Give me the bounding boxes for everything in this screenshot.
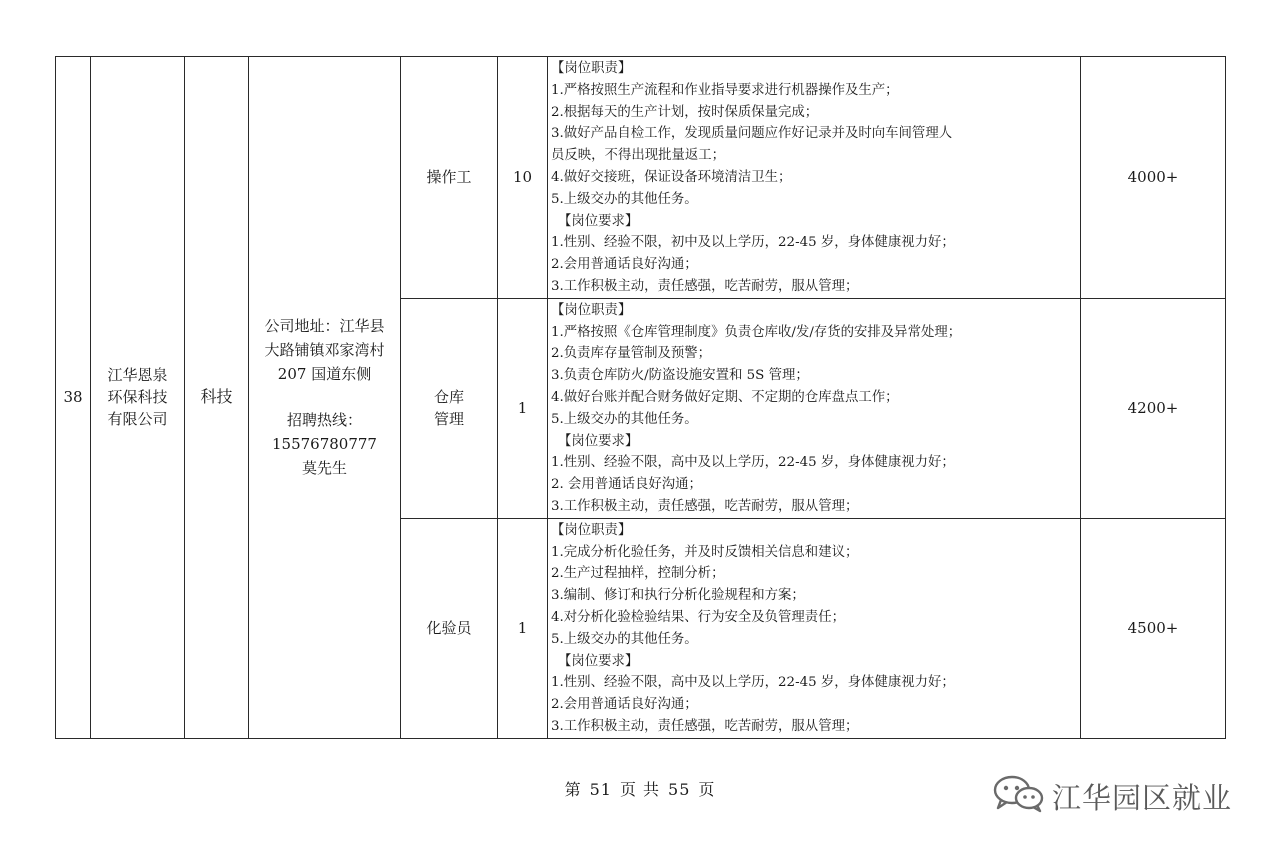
contact-person: 莫先生 (301, 459, 347, 478)
industry-cell (185, 57, 249, 739)
company-name-line: 江华恩泉 (107, 366, 168, 385)
salary-cell (1081, 57, 1226, 299)
contact-cell (249, 57, 401, 739)
salary: 4500+ (1127, 619, 1179, 638)
duty-line: 1.完成分析化验任务，并及时反馈相关信息和建议； (551, 544, 859, 560)
requirement-line: 3.工作积极主动，责任感强，吃苦耐劳，服从管理； (551, 278, 859, 294)
duty-line: 4.做好台账并配合财务做好定期、不定期的仓库盘点工作； (551, 389, 899, 405)
duty-section-heading: 【岗位职责】 (551, 302, 632, 318)
duty-line: 2.根据每天的生产计划，按时保质保量完成； (551, 104, 819, 120)
job-title: 化验员 (426, 619, 472, 638)
address-line: 大路铺镇邓家湾村 (264, 341, 385, 360)
phone-number: 15576780777 (272, 435, 377, 454)
company-index: 38 (63, 388, 83, 407)
job-title-cell (401, 298, 498, 518)
job-count: 1 (517, 619, 528, 638)
duty-section-heading: 【岗位职责】 (551, 522, 632, 538)
address-line: 公司地址：江华县 (264, 317, 385, 336)
duty-line: 5.上级交办的其他任务。 (551, 631, 698, 647)
page-prefix: 第 (564, 780, 582, 799)
address-line: 207 国道东侧 (277, 365, 372, 384)
duty-section-heading: 【岗位职责】 (551, 61, 632, 76)
page-mid: 页 共 (619, 780, 661, 799)
salary: 4200+ (1127, 399, 1179, 418)
job-title-cell (401, 57, 498, 299)
job-count-cell (498, 298, 548, 518)
requirement-line: 2.会用普通话良好沟通； (551, 697, 698, 713)
duty-line: 3.做好产品自检工作，发现质量问题应作好记录并及时向车间管理人 (551, 126, 953, 142)
company-name-cell (91, 57, 185, 739)
salary: 4000+ (1127, 168, 1179, 187)
duty-line: 4.做好交接班，保证设备环境清洁卫生； (551, 169, 792, 185)
duty-line: 2.生产过程抽样，控制分析； (551, 566, 725, 582)
requirement-line: 3.工作积极主动，责任感强，吃苦耐劳，服从管理； (551, 498, 859, 514)
duty-line: 3.负责仓库防火/防盗设施安置和 5S 管理； (551, 368, 809, 384)
job-title: 管理 (433, 410, 464, 429)
job-title: 仓库 (433, 388, 464, 407)
page-current: 51 (589, 780, 612, 799)
requirement-line: 3.工作积极主动，责任感强，吃苦耐劳，服从管理； (551, 718, 859, 734)
job-title-cell (401, 518, 498, 738)
page-suffix: 页 (698, 780, 716, 799)
requirement-section-heading: 【岗位要求】 (558, 213, 639, 229)
duty-line: 员反映，不得出现批量返工； (551, 148, 726, 164)
requirement-line: 2. 会用普通话良好沟通； (551, 477, 702, 493)
watermark (990, 776, 1232, 816)
job-duties-cell (548, 518, 1081, 738)
requirement-line: 1.性别、经验不限，初中及以上学历，22-45 岁，身体健康视力好； (551, 235, 955, 251)
requirement-line: 1.性别、经验不限，高中及以上学历，22-45 岁，身体健康视力好； (551, 675, 955, 691)
requirement-line: 2.会用普通话良好沟通； (551, 257, 698, 273)
duty-line: 2.负责库存量管制及预警； (551, 346, 712, 362)
company-name-line: 有限公司 (107, 410, 168, 429)
requirement-line: 1.性别、经验不限，高中及以上学历，22-45 岁，身体健康视力好； (551, 455, 955, 471)
duty-line: 4.对分析化验检验结果、行为安全及负管理责任； (551, 609, 845, 625)
industry: 科技 (200, 387, 233, 407)
salary-cell (1081, 518, 1226, 738)
duty-line: 5.上级交办的其他任务。 (551, 191, 698, 207)
table-row (56, 57, 1226, 299)
watermark-text: 江华园区就业 (1052, 780, 1233, 815)
job-duties-cell (548, 298, 1081, 518)
job-count-cell (498, 57, 548, 299)
job-count: 1 (517, 399, 528, 418)
requirement-section-heading: 【岗位要求】 (558, 653, 639, 669)
company-name-line: 环保科技 (107, 388, 168, 407)
duty-line: 3.编制、修订和执行分析化验规程和方案； (551, 588, 805, 604)
hotline-label: 招聘热线： (286, 411, 362, 430)
job-count: 10 (512, 168, 533, 187)
job-duties-cell (548, 57, 1081, 299)
job-count-cell (498, 518, 548, 738)
page-total: 55 (668, 780, 691, 799)
job-listing-table (55, 56, 1226, 739)
requirement-section-heading: 【岗位要求】 (558, 433, 639, 449)
duty-line: 5.上级交办的其他任务。 (551, 411, 698, 427)
duty-line: 1.严格按照生产流程和作业指导要求进行机器操作及生产； (551, 82, 899, 98)
wechat-icon (990, 773, 1052, 820)
duty-line: 1.严格按照《仓库管理制度》负责仓库收/发/存货的安排及异常处理； (551, 324, 962, 340)
salary-cell (1081, 298, 1226, 518)
company-index-cell (56, 57, 91, 739)
job-title: 操作工 (426, 168, 472, 187)
